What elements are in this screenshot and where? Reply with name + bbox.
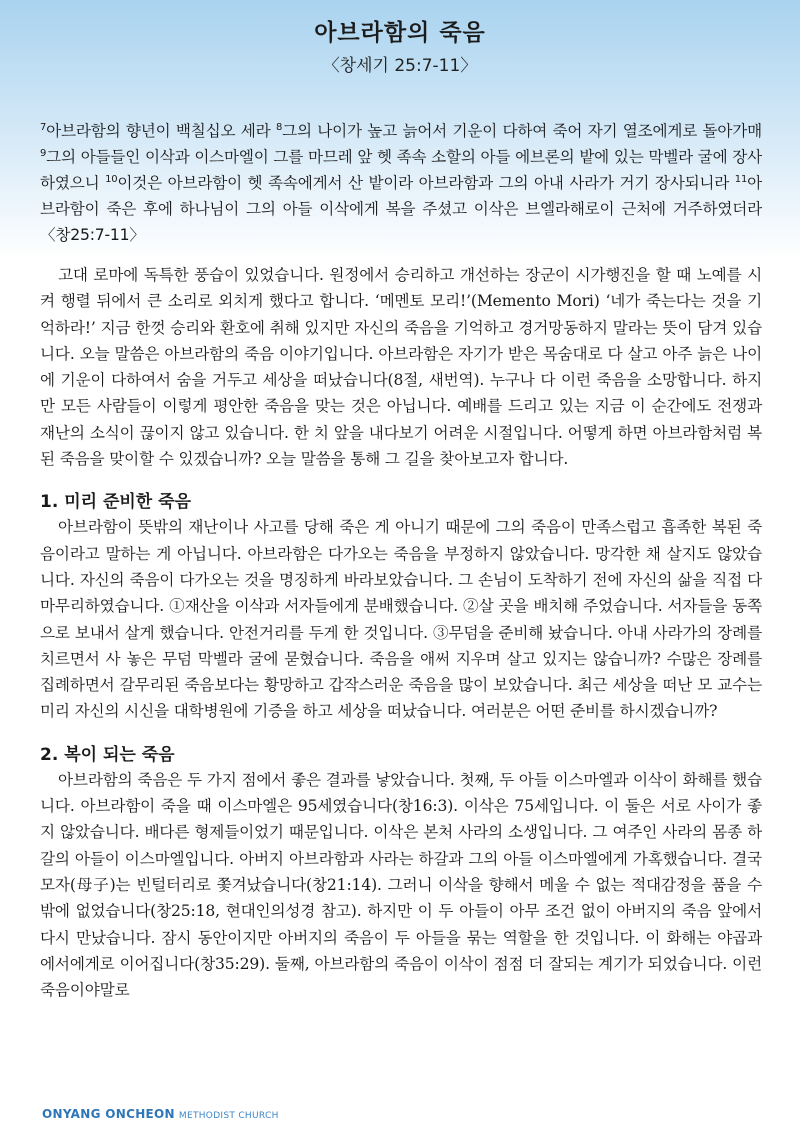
- scripture-reference: 〈창세기 25:7-11〉: [322, 56, 478, 76]
- verse-text: 이것은 아브라함이 헷 족속에게서 산 밭이라 아브라함과 그의 아내 사라가 거기 장사되니라: [117, 174, 735, 192]
- verse-number: 7: [40, 121, 47, 133]
- verse-number: 11: [734, 173, 748, 185]
- intro-paragraph: 고대 로마에 독특한 풍습이 있었습니다. 원정에서 승리하고 개선하는 장군이 시가행진을 할 때 노예를 시켜 행렬 뒤에서 큰 소리로 외치게 했다고 합니다. ‘메멘토 모리!’(Memento Mori) ‘네가 죽는다는 것을 기억하라!’ 지금 한껏 승리와 환호에 취해 있지만 자신의 죽음을 기억하고 경거망동하지 말라는 뜻이 담겨 있습니다. 오늘 말씀은 아브라함의 죽음 이야기입니다. 아브라함은 자기가 받은 목숨대로 다 살고 아주 늙은 나이에 기운이 다하여서 숨을 거두고 세상을 떠났습니다(8절, 새번역). 누구나 다 이런 죽음을 소망합니다. 하지만 모든 사람들이 이렇게 평안한 죽음을 맞는 것은 아닙니다. 예배를 드리고 있는 지금 이 순간에도 전쟁과 재난의 소식이 끊이지 않고 있습니다. 한 치 앞을 내다보기 어려운 시절입니다. 어떻게 하면 아브라함처럼 복된 죽음을 맞이할 수 있겠습니까? 오늘 말씀을 통해 그 길을 찾아보고자 합니다.: [40, 266, 762, 469]
- section-body: 아브라함이 뜻밖의 재난이나 사고를 당해 죽은 게 아니기 때문에 그의 죽음이 만족스럽고 흡족한 복된 죽음이라고 말하는 게 아닙니다. 아브라함은 다가오는 죽음을 부정하지 않았습니다. 망각한 채 살지도 않았습니다. 자신의 죽음이 다가오는 것을 명징하게 바라보았습니다. 그 손님이 도착하기 전에 자신의 삶을 직접 다 마무리하였습니다. ①재산을 이삭과 서자들에게 분배했습니다. ②살 곳을 배치해 주었습니다. 서자들을 동쪽으로 보내서 살게 했습니다. 안전거리를 두게 한 것입니다. ③무덤을 준비해 놨습니다. 아내 사라가의 장례를 치르면서 사 놓은 무덤 막벨라 굴에 묻혔습니다. 죽음을 애써 지우며 살고 있지는 않습니까? 수많은 장례를 집례하면서 갈무리된 죽음보다는 황망하고 갑작스러운 죽음을 많이 보았습니다. 최근 세상을 떠난 모 교수는 미리 자신의 시신을 대학병원에 기증을 하고 세상을 떠났습니다. 여러분은 어떤 준비를 하시겠습니까?: [40, 518, 762, 721]
- scripture-passage: [40, 118, 762, 248]
- section-body: 아브라함의 죽음은 두 가지 점에서 좋은 결과를 낳았습니다. 첫째, 두 아들 이스마엘과 이삭이 화해를 했습니다. 아브라함이 죽을 때 이스마엘은 95세였습니다(창16:3). 이삭은 75세입니다. 이 둘은 서로 사이가 좋지 않았습니다. 배다른 형제들이었기 때문입니다. 이삭은 본처 사라의 소생입니다. 그 여주인 사라의 몸종 하갈의 아들이 이스마엘입니다. 아버지 아브라함과 사라는 하갈과 그의 아들 이스마엘에게 가혹했습니다. 결국 모자(母子)는 빈털터리로 쫓겨났습니다(창21:14). 그러니 이삭을 향해서 메울 수 없는 적대감정을 품을 수밖에 없었습니다(창25:18, 현대인의성경 참고). 하지만 이 두 아들이 아무 조건 없이 아버지의 죽음 앞에서 다시 만났습니다. 잠시 동안이지만 아버지의 죽음이 두 아들을 묶는 역할을 한 것입니다. 이 화해는 야곱과 에서에게로 이어집니다(창35:29). 둘째, 아브라함의 죽음이 이삭이 점점 더 잘되는 계기가 되었습니다. 이런 죽음이야말로: [40, 770, 762, 1000]
- section-heading: 1. 미리 준비한 죽음: [40, 492, 191, 513]
- church-name: ONYANG ONCHEON: [42, 1107, 175, 1121]
- sermon-content: [40, 118, 762, 1003]
- scripture-citation: 〈창25:7-11〉: [40, 226, 145, 244]
- verse-text: 그의 나이가 높고 늙어서 기운이 다하여 죽어 자기 열조에게로 돌아가매: [282, 122, 762, 140]
- church-logo: [42, 1103, 279, 1122]
- verse-text: 아브라함의 향년이 백칠십오 세라: [46, 122, 276, 140]
- verse-text: 아브라함이 죽은 후에 하나님이 그의 아들 이삭에게 복을 주셨고 이삭은 브엘라해로이 근처에 거주하였더라: [40, 174, 762, 218]
- verse-text: 그의 아들들인 이삭과 이스마엘이 그를 마므레 앞 헷 족속 소할의 아들 에브론의 밭에 있는 막벨라 굴에 장사하였으니: [40, 148, 762, 192]
- church-subtitle: METHODIST CHURCH: [178, 1111, 279, 1121]
- verse-number: 10: [105, 173, 118, 185]
- page-title: 아브라함의 죽음: [314, 20, 486, 46]
- verse-number: 9: [40, 147, 47, 159]
- page-header: [0, 14, 800, 76]
- verse-number: 8: [275, 121, 283, 133]
- section-heading: 2. 복이 되는 죽음: [40, 744, 175, 765]
